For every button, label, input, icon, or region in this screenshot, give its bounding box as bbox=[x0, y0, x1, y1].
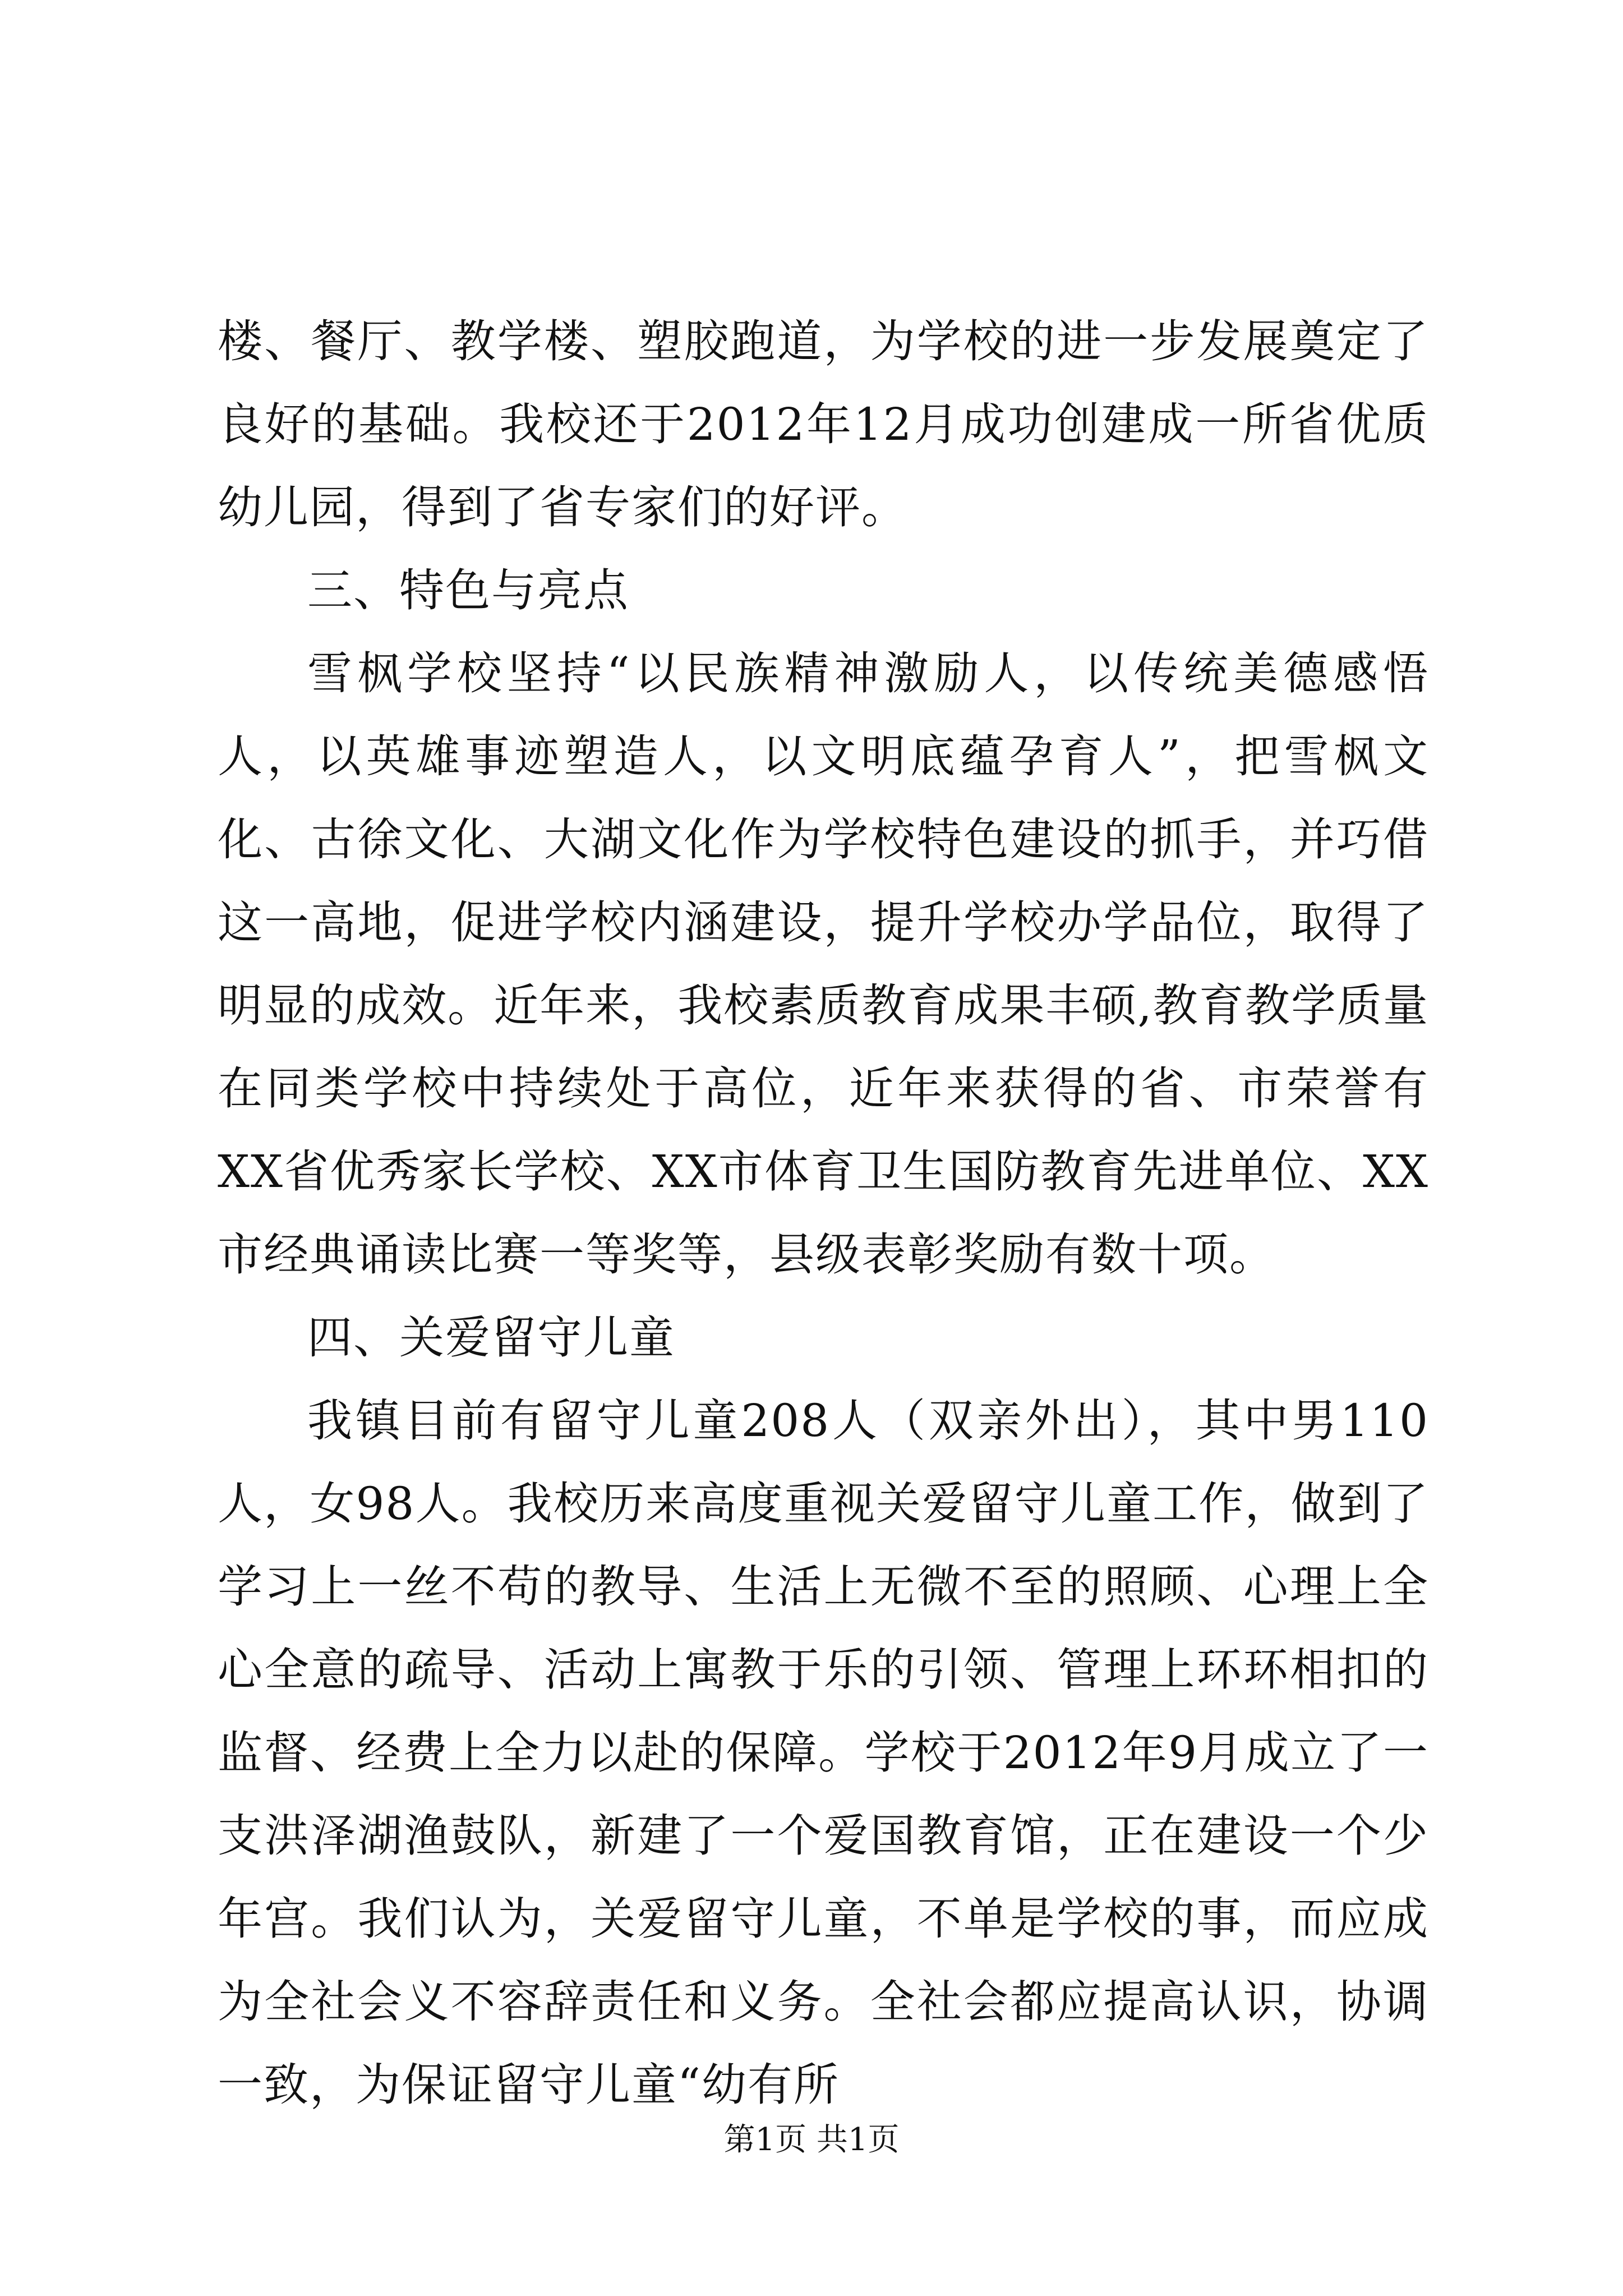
page-footer: 第1页 共1页 bbox=[723, 2122, 900, 2158]
section-heading-left-behind-children: 四、关爱留守儿童 bbox=[307, 1312, 675, 1364]
document-body bbox=[218, 300, 1429, 2127]
paragraph-continuation: 楼、餐厅、教学楼、塑胶跑道，为学校的进一步发展奠定了良好的基础。我校还于2012年12月成功创建成一所省优质幼儿园，得到了省专家们的好评。 bbox=[218, 315, 1429, 533]
paragraph-features: 雪枫学校坚持“以民族精神激励人，以传统美德感悟人，以英雄事迹塑造人，以文明底蕴孕育人”，把雪枫文化、古徐文化、大湖文化作为学校特色建设的抓手，并巧借这一高地，促进学校内涵建设，提升学校办学品位，取得了明显的成效。近年来，我校素质教育成果丰硕,教育教学质量在同类学校中持续处于高位，近年来获得的省、市荣誉有XX省优秀家长学校、XX市体育卫生国防教育先进单位、XX市经典诵读比赛一等奖等，县级表彰奖励有数十项。 bbox=[218, 647, 1429, 1281]
section-heading-features: 三、特色与亮点 bbox=[307, 564, 629, 616]
paragraph-left-behind-children: 我镇目前有留守儿童208人（双亲外出），其中男110人，女98人。我校历来高度重视关爱留守儿童工作，做到了学习上一丝不苟的教导、生活上无微不至的照顾、心理上全心全意的疏导、活动上寓教于乐的引领、管理上环环相扣的监督、经费上全力以赴的保障。学校于2012年9月成立了一支洪泽湖渔鼓队，新建了一个爱国教育馆，正在建设一个少年宫。我们认为，关爱留守儿童，不单是学校的事，而应成为全社会义不容辞责任和义务。全社会都应提高认识，协调一致，为保证留守儿童“幼有所 bbox=[218, 1395, 1429, 2111]
